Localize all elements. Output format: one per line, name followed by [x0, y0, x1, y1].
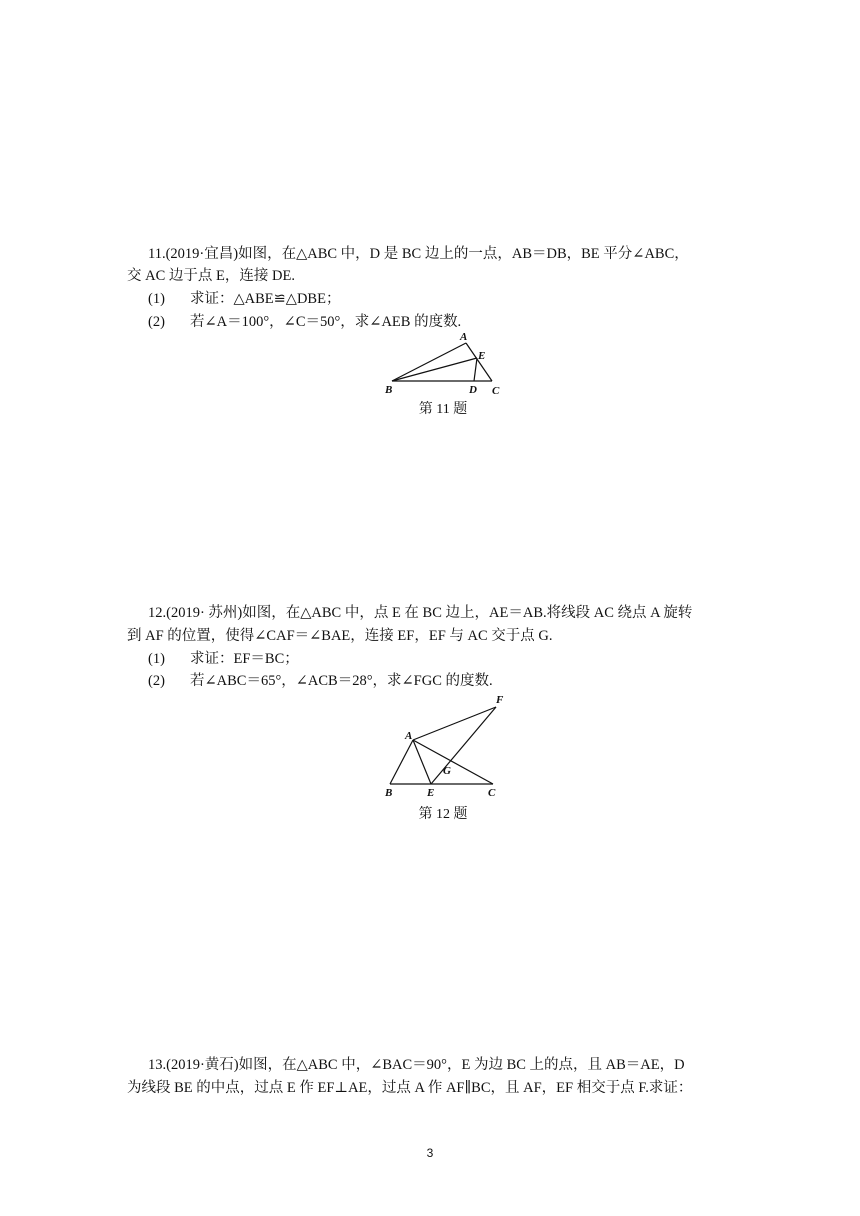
segment-ac: [413, 740, 493, 784]
part-number: (2): [148, 314, 165, 330]
problem-12-part-2: [148, 671, 493, 691]
figure-12: [380, 690, 520, 805]
label-e: E: [427, 787, 435, 799]
segment-af: [413, 707, 496, 740]
page-number: 3: [426, 1146, 434, 1160]
segment-de: [474, 358, 477, 381]
figure-12-caption: 第 12 题: [418, 807, 468, 822]
part-number: (1): [148, 291, 165, 307]
problem-11-line-1: 11.(2019·宜昌)如图，在△ABC 中，D 是 BC 边上的一点，AB＝DB，BE 平分∠ABC，: [148, 246, 689, 262]
label-a: A: [405, 730, 413, 742]
segment-ac: [466, 343, 492, 381]
label-d: D: [469, 384, 477, 396]
problem-12-part-1: [148, 649, 299, 669]
problem-13-line-2: 为线段 BE 的中点，过点 E 作 EF⊥AE，过点 A 作 AF∥BC，且 AF，EF 相交于点 F.求证：: [127, 1080, 693, 1096]
figure-11: [380, 330, 510, 400]
label-c: C: [488, 787, 496, 799]
problem-11-part-2: [148, 312, 461, 332]
label-g: G: [443, 765, 451, 777]
segment-ae: [413, 740, 431, 784]
part-text: 求证：△ABE≌△DBE；: [190, 291, 341, 307]
problem-11-line-2: 交 AC 边于点 E，连接 DE.: [127, 268, 295, 284]
problem-12-line-1: 12.(2019· 苏州)如图，在△ABC 中，点 E 在 BC 边上，AE＝AB.将线段 AC 绕点 A 旋转: [148, 605, 693, 621]
label-a: A: [460, 331, 468, 343]
part-text: 求证：EF＝BC；: [190, 651, 299, 667]
label-c: C: [492, 385, 500, 397]
problem-12-line-2: 到 AF 的位置，使得∠CAF＝∠BAE，连接 EF，EF 与 AC 交于点 G.: [127, 628, 553, 644]
part-text: 若∠ABC＝65°，∠ACB＝28°，求∠FGC 的度数.: [190, 673, 493, 689]
label-f: F: [496, 694, 504, 706]
segment-ef: [431, 707, 496, 784]
problem-11-part-1: [148, 289, 340, 309]
part-number: (2): [148, 673, 165, 689]
problem-13-line-1: 13.(2019·黄石)如图，在△ABC 中，∠BAC＝90°，E 为边 BC 上的点，且 AB＝AE，D: [148, 1057, 685, 1073]
label-e: E: [478, 350, 486, 362]
segment-ab: [392, 343, 466, 381]
label-b: B: [385, 787, 393, 799]
part-number: (1): [148, 651, 165, 667]
segment-be: [392, 358, 477, 381]
figure-11-caption: 第 11 题: [418, 402, 468, 417]
part-text: 若∠A＝100°，∠C＝50°，求∠AEB 的度数.: [190, 314, 462, 330]
segment-ab: [390, 740, 413, 784]
label-b: B: [385, 384, 393, 396]
